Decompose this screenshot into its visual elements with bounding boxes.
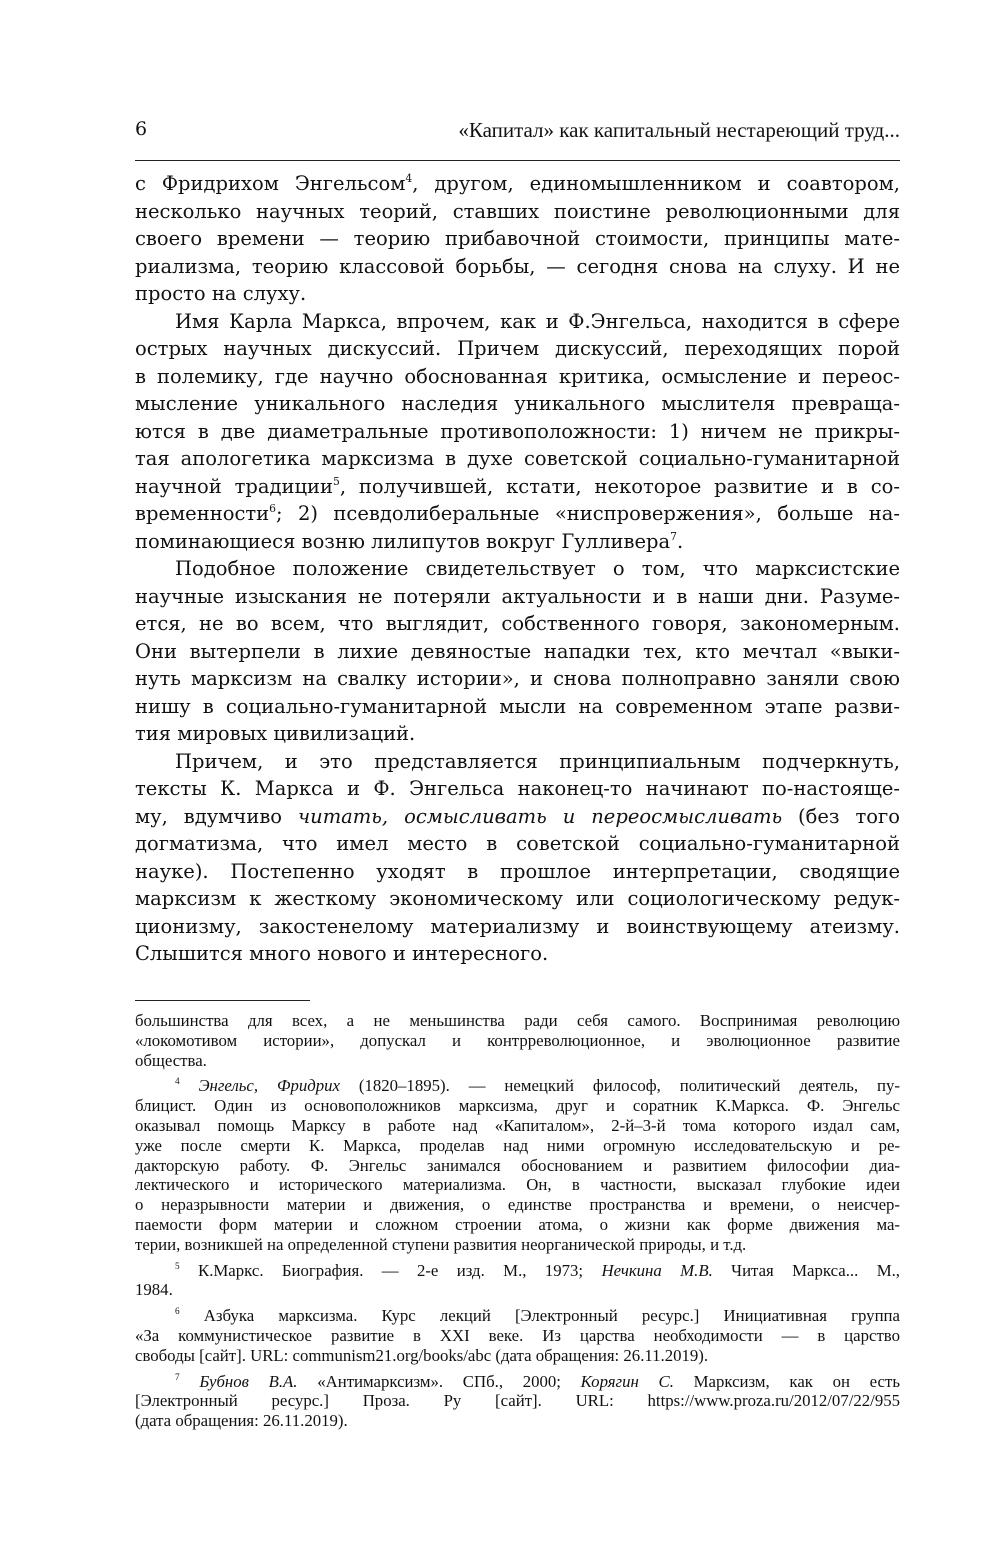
text-run <box>180 1372 200 1391</box>
paragraph-line <box>135 280 900 308</box>
text-run: , получившей, кстати, некоторое развитие и в со- <box>339 474 900 498</box>
paragraph-line <box>135 913 900 941</box>
footnote-line <box>135 1215 900 1235</box>
text-run: научной традиции <box>135 474 334 498</box>
text-run: мысление уникального наследия уникального мыслителя превраща- <box>135 392 900 415</box>
italic-text: читать, осмысливать и переосмысливать <box>298 804 783 828</box>
text-run: Причем, и это представляется принципиальным подчеркнуть, <box>175 749 900 773</box>
footnote-line <box>135 1116 900 1136</box>
footnote-line <box>135 1372 900 1392</box>
text-run: Слышится много нового и интересного. <box>135 942 549 965</box>
text-run: ются в две диаметральные противоположности: 1) ничем не прикры- <box>135 419 900 443</box>
text-run: уже после смерти К. Маркса, проделав над ними огромную исследовательскую и ре- <box>135 1135 900 1155</box>
text-run: несколько научных теорий, ставших поистине революционными для <box>135 199 900 223</box>
footnote-ref: 5 <box>333 474 340 488</box>
text-run: общества. <box>135 1050 207 1070</box>
footnote-ref: 6 <box>175 1306 180 1317</box>
footnote-line <box>135 1011 900 1031</box>
running-header <box>135 118 900 148</box>
paragraph-line <box>135 720 900 748</box>
text-run: догматизма, что имел место в советской социально-гуманитарной <box>135 832 900 855</box>
text-run: острых научных дискуссий. Причем дискуссий, переходящих порой <box>135 337 900 360</box>
text-run: , другом, единомышленником и соавтором, <box>412 172 900 195</box>
paragraph-line <box>135 170 900 198</box>
text-run: му, вдумчиво <box>135 804 298 828</box>
paragraph-line <box>135 363 900 391</box>
text-run: временности <box>135 502 270 525</box>
paragraph-line <box>135 390 900 418</box>
text-run: с Фридрихом Энгельсом <box>135 172 406 195</box>
running-title: «Капитал» как капитальный нестареющий труд... <box>458 118 900 142</box>
footnote-line <box>135 1076 900 1096</box>
text-run: в полемику, где научно обоснованная критика, осмысление и переос- <box>135 364 900 388</box>
footnote-line <box>135 1195 900 1215</box>
text-run: своего времени — теорию прибавочной стоимости, принципы мате- <box>135 227 900 250</box>
paragraph-line <box>135 610 900 638</box>
paragraph-line <box>135 253 900 281</box>
footnote-ref: 4 <box>175 1076 180 1087</box>
text-run: Имя Карла Маркса, впрочем, как и Ф.Энгельса, находится в сфере <box>175 309 900 333</box>
footnote-line <box>135 1051 900 1071</box>
paragraph-line <box>135 830 900 858</box>
paragraph-line <box>135 775 900 803</box>
footnotes <box>135 1011 900 1431</box>
text-run: дакторскую работу. Ф. Энгельс занимался обоснованием и развитием философии диа- <box>135 1155 900 1175</box>
text-run: тия мировых цивилизаций. <box>135 722 416 745</box>
text-run: терии, возникшей на определенной ступени развития неорганической природы, и т.д. <box>135 1234 747 1254</box>
text-run: Читая Маркса... М., <box>712 1260 901 1280</box>
paragraph-line <box>135 665 900 693</box>
text-run: ; 2) псевдолиберальные «ниспровержения», больше на- <box>275 502 900 525</box>
paragraph-line <box>135 528 900 556</box>
footnote-line <box>135 1156 900 1176</box>
text-run: блицист. Один из основоположников марксизма, друг и соратник К.Маркса. Ф. Энгельс <box>135 1096 900 1116</box>
text-run: Азбука марксизма. Курс лекций [Электронный ресурс.] Инициативная группа <box>179 1306 900 1326</box>
footnote-ref: 7 <box>175 1371 180 1382</box>
italic-text: Энгельс, Фридрих <box>198 1076 340 1096</box>
header-rule <box>135 160 900 161</box>
text-run: К.Маркс. Биография. — 2-е изд. М., 1973; <box>179 1260 602 1280</box>
text-run: науке). Постепенно уходят в прошлое интерпретации, сводящие <box>135 859 900 883</box>
page-number: 6 <box>135 118 148 140</box>
footnote-line <box>135 1280 900 1300</box>
text-run: (без того <box>782 804 900 828</box>
text-run: (дата обращения: 26.11.2019). <box>135 1411 348 1431</box>
text-run: большинства для всех, а не меньшинства ради себя самого. Воспринимая революцию <box>135 1011 900 1030</box>
paragraph-line <box>135 885 900 913</box>
text-run: риализма, теорию классовой борьбы, — сегодня снова на слуху. И не <box>135 254 900 278</box>
paragraph-line <box>135 940 900 968</box>
paragraph-line <box>135 473 900 501</box>
paragraph-line <box>135 638 900 666</box>
text-run: тая апологетика марксизма в духе советской социально-гуманитарной <box>135 447 900 470</box>
footnote-line <box>135 1411 900 1431</box>
footnote-line <box>135 1261 900 1281</box>
text-run <box>180 1076 199 1095</box>
text-run: (1820–1895). — немецкий философ, политический деятель, пу- <box>339 1076 900 1096</box>
paragraph-line <box>135 308 900 336</box>
text-run: «За коммунистическое развитие в XXI веке. Из царства необходимости — в царство <box>135 1325 900 1345</box>
paragraph-line <box>135 693 900 721</box>
text-run: поминающиеся возню лилипутов вокруг Гулливера <box>135 529 671 553</box>
text-run: паемости форм материи и сложном строении атома, о жизни как форме движения ма- <box>135 1214 900 1234</box>
footnote-line <box>135 1175 900 1195</box>
text-run: тексты К. Маркса и Ф. Энгельса наконец-то начинают по-настояще- <box>135 777 900 800</box>
footnote-ref: 4 <box>405 171 413 185</box>
italic-text: Нечкина М.В. <box>601 1260 713 1280</box>
italic-text: Корягин С. <box>580 1371 674 1391</box>
text-run: свободы [сайт]. URL: communism21.org/books/abc (дата обращения: 26.11.2019). <box>135 1345 709 1365</box>
paragraph-line <box>135 500 900 528</box>
italic-text: Бубнов В.А. <box>199 1371 298 1391</box>
paragraph-line <box>135 555 900 583</box>
text-run: ется, не во всем, что выглядит, собственного говоря, закономерным. <box>135 612 900 635</box>
footnote-ref: 6 <box>269 501 276 515</box>
paragraph-line <box>135 198 900 226</box>
footnote-line <box>135 1136 900 1156</box>
paragraph-line <box>135 225 900 253</box>
text-run: марксизм к жесткому экономическому или социологическому редук- <box>135 887 900 910</box>
paragraph-line <box>135 335 900 363</box>
paragraph-line <box>135 858 900 886</box>
footnote-line <box>135 1096 900 1116</box>
text-run: Подобное положение свидетельствует о том, что марксистские <box>175 557 900 580</box>
paragraph-line <box>135 445 900 473</box>
footnote-ref: 5 <box>175 1260 180 1271</box>
paragraph-line <box>135 748 900 776</box>
text-run: [Электронный ресурс.] Проза. Ру [сайт]. URL: https://www.proza.ru/2012/07/22/955 <box>135 1391 900 1411</box>
footnote-line <box>135 1235 900 1255</box>
text-run: ционизму, закостенелому материализму и воинствующему атеизму. <box>135 914 900 938</box>
text-run: «Антимарксизм». СПб., 2000; <box>297 1371 581 1391</box>
footnote-line <box>135 1391 900 1411</box>
text-run: лектического и исторического материализма. Он, в частности, высказал глубокие идеи <box>135 1175 900 1195</box>
text-run: Они вытерпели в лихие девяностые нападки тех, кто мечтал «выки- <box>135 639 900 663</box>
paragraph-line <box>135 418 900 446</box>
footnote-line <box>135 1326 900 1346</box>
text-run: Марксизм, как он есть <box>673 1371 900 1391</box>
text-run: . <box>676 529 684 553</box>
footnote-ref: 7 <box>670 529 677 543</box>
paragraph-line <box>135 803 900 831</box>
text-run: нуть марксизм на свалку истории», и снова полноправно заняли свою <box>135 667 900 690</box>
footnote-line <box>135 1031 900 1051</box>
footnote-line <box>135 1306 900 1326</box>
text-run: научные изыскания не потеряли актуальности и в наши дни. Разуме- <box>135 584 900 608</box>
text-run: оказывал помощь Марксу в работе над «Капиталом», 2-й–3-й тома которого издал сам, <box>135 1115 900 1135</box>
text-run: нишу в социально-гуманитарной мысли на современном этапе разви- <box>135 694 900 718</box>
body-text <box>135 170 900 968</box>
text-run: 1984. <box>135 1280 173 1300</box>
text-run: просто на слуху. <box>135 282 307 305</box>
paragraph-line <box>135 583 900 611</box>
footnote-line <box>135 1346 900 1366</box>
text-run: о неразрывности материи и движения, о единстве пространства и времени, о неисчер- <box>135 1195 900 1215</box>
text-run: «локомотивом истории», допускал и контрреволюционное, и эволюционное развитие <box>135 1030 900 1050</box>
footnote-rule <box>135 1000 310 1001</box>
